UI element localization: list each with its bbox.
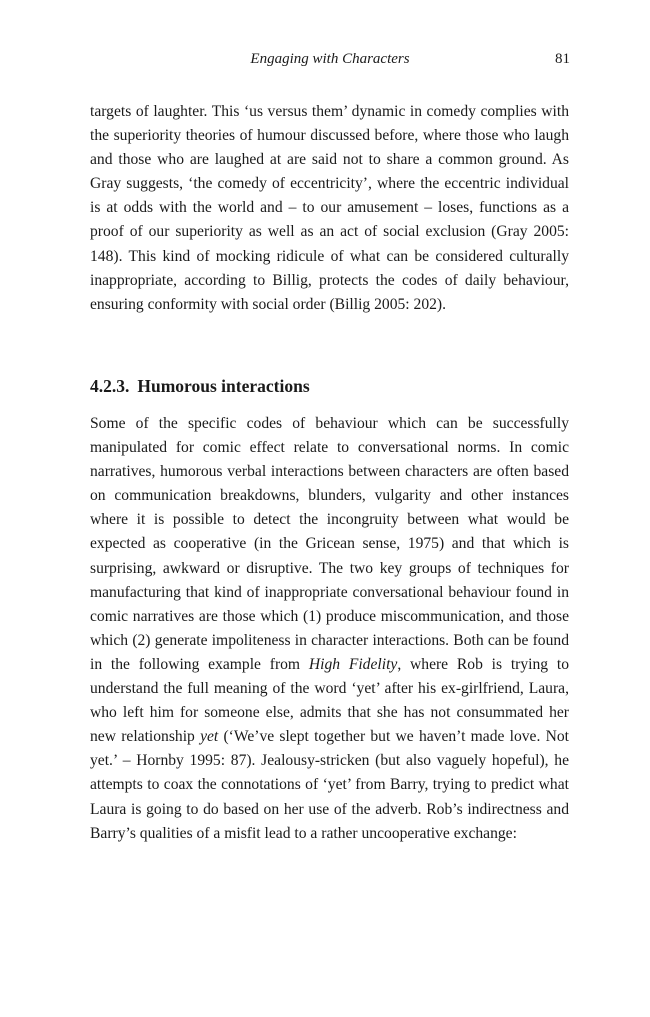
section-number: 4.2.3. [90,376,130,396]
paragraph-superiority-theory: targets of laughter. This ‘us versus them’ dynamic in comedy complies with the superiority theories of humour discussed before, where those who laugh and those who are laughed at are said not to share a common ground. As Gray suggests, ‘the comedy of eccentricity’, where the eccentric individual is at odds with the world and – to our amusement – loses, functions as a proof of our superiority as well as an act of social exclusion (Gray 2005: 148). This kind of mocking ridicule of what can be considered culturally inappropriate, according to Billig, protects the codes of daily behaviour, ensuring conformity with social order (Billig 2005: 202). [90,103,569,313]
running-head-title: Engaging with Characters [250,51,410,67]
emphasized-yet: yet [200,728,219,746]
book-title-high-fidelity: High Fidelity [308,655,398,673]
section-heading [90,376,310,397]
paragraph-text-part2: , where Rob is trying to understand the full meaning of the word ‘yet’ after his ex-girlfriend, Laura, who left him for someone else, admits that she has not consummated her new relationship [90,655,569,746]
running-head [90,51,570,73]
page-number: 81 [555,51,570,67]
section-title: Humorous interactions [137,376,310,396]
paragraph-text-part3: (‘We’ve slept together but we haven’t made love. Not yet.’ – Hornby 1995: 87). Jealousy-stricken (but also vaguely hopeful), he attempts to coax the connotations of ‘yet’ from Barry, trying to predict what Laura is going to do based on her use of the adverb. Rob’s indirectness and Barry’s qualities of a misfit lead to a rather uncooperative exchange: [90,728,569,842]
paragraph-humorous-interactions [90,412,569,846]
paragraph-text-part1: Some of the specific codes of behaviour which can be successfully manipulated for comic effect relate to conversational norms. In comic narratives, humorous verbal interactions between characters are often based on communication breakdowns, blunders, vulgarity and other instances where it is possible to detect the incongruity between what would be expected as cooperative (in the Gricean sense, 1975) and that which is surprising, awkward or disruptive. The two key groups of techniques for manufacturing that kind of inappropriate conversational behaviour found in comic narratives are those which (1) produce miscommunication, and those which (2) generate impoliteness in character interactions. Both can be found in the following example from [90,415,569,673]
